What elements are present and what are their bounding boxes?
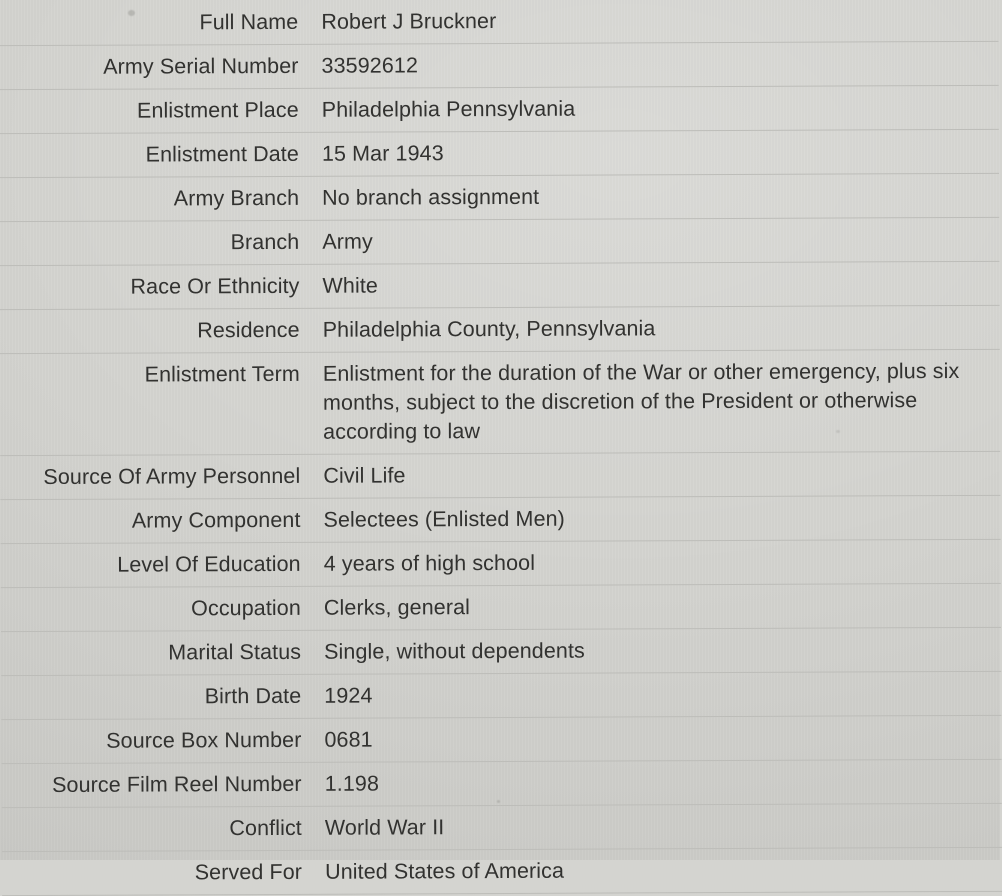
field-value: Civil Life — [323, 463, 406, 488]
record-row — [1, 672, 1001, 720]
record-row — [0, 86, 999, 134]
field-value: Army — [322, 229, 373, 254]
field-label: Enlistment Place — [136, 97, 299, 123]
record-row — [1, 628, 1001, 676]
record-row — [0, 0, 998, 46]
record-row — [0, 130, 999, 178]
field-value: Enlistment for the duration of the War or other emergency, plus six months, subject to the discretion of the President or otherwise according to law — [322, 358, 960, 444]
field-label: Source Of Army Personnel — [43, 463, 301, 489]
field-label: Army Component — [131, 507, 301, 533]
field-label: Birth Date — [204, 683, 302, 709]
field-value: Robert J Bruckner — [321, 9, 497, 34]
field-value: 0681 — [324, 727, 373, 752]
field-label: Enlistment Term — [144, 361, 300, 387]
field-value: 33592612 — [321, 53, 419, 78]
record-row — [2, 760, 1002, 808]
field-label: Served For — [194, 859, 303, 885]
field-value: Selectees (Enlisted Men) — [323, 506, 565, 532]
record-row — [0, 452, 1000, 500]
field-value: White — [322, 273, 379, 298]
record-row — [0, 496, 1000, 544]
field-label: Source Film Reel Number — [51, 771, 302, 797]
record-row — [1, 584, 1001, 632]
field-value: United States of America — [324, 858, 565, 884]
record-row — [1, 540, 1001, 588]
field-value: Philadelphia Pennsylvania — [321, 96, 576, 122]
record-row — [1, 716, 1001, 764]
record-row — [0, 42, 999, 90]
field-label: Army Branch — [173, 185, 300, 211]
field-label: Full Name — [199, 9, 299, 35]
field-value: 4 years of high school — [323, 550, 536, 576]
field-label: Conflict — [229, 815, 302, 841]
field-value: Single, without dependents — [324, 638, 585, 664]
field-value: 1.198 — [324, 771, 380, 796]
record-row — [0, 306, 1000, 354]
field-label: Level Of Education — [117, 551, 301, 577]
field-value: No branch assignment — [322, 184, 540, 210]
field-label: Army Serial Number — [103, 53, 299, 79]
record-row — [2, 848, 1002, 896]
field-label: Marital Status — [168, 639, 302, 665]
field-value: Philadelphia County, Pennsylvania — [322, 316, 656, 342]
record-row — [0, 174, 999, 222]
field-value: World War II — [324, 815, 445, 840]
field-label: Occupation — [191, 595, 301, 621]
record-row — [0, 262, 1000, 310]
field-value: 15 Mar 1943 — [321, 141, 444, 166]
field-value: Clerks, general — [323, 595, 471, 620]
field-label: Race Or Ethnicity — [130, 273, 300, 299]
field-value: 1924 — [324, 683, 373, 708]
record-row — [0, 218, 999, 266]
field-label: Branch — [230, 229, 300, 255]
record-row — [0, 350, 1000, 456]
field-label: Source Box Number — [106, 727, 302, 753]
field-label: Enlistment Date — [145, 141, 299, 167]
field-label: Residence — [197, 317, 300, 343]
record-row — [2, 804, 1002, 852]
